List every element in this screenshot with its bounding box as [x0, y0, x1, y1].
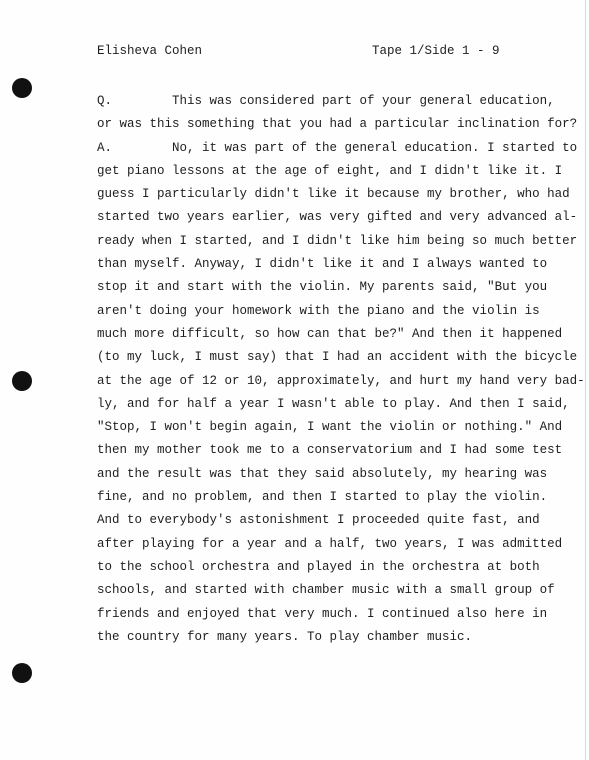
transcript-body: [97, 90, 585, 649]
punch-hole-middle: [12, 371, 32, 391]
transcript-line: friends and enjoyed that very much. I continued also here in: [97, 606, 548, 621]
transcript-line: stop it and start with the violin. My parents said, "But you: [97, 280, 548, 295]
transcript-line: the country for many years. To play chamber music.: [97, 629, 473, 644]
transcript-line: at the age of 12 or 10, approximately, and hurt my hand very bad-: [97, 373, 585, 388]
transcript-line: Q. This was considered part of your general education,: [97, 94, 555, 108]
transcript-line: get piano lessons at the age of eight, and I didn't like it. I: [97, 163, 563, 178]
transcript-line: and the result was that they said absolutely, my hearing was: [97, 466, 548, 481]
punch-hole-top: [12, 78, 32, 98]
punch-hole-bottom: [12, 663, 32, 683]
transcript-line: fine, and no problem, and then I started to play the violin.: [97, 490, 548, 505]
transcript-line: after playing for a year and a half, two years, I was admitted: [97, 536, 563, 551]
transcript-line: And to everybody's astonishment I proceeded quite fast, and: [97, 513, 540, 528]
transcript-line: than myself. Anyway, I didn't like it and I always wanted to: [97, 257, 548, 272]
transcript-line: A. No, it was part of the general education. I started to: [97, 140, 578, 155]
transcript-line: guess I particularly didn't like it because my brother, who had: [97, 187, 570, 202]
transcript-line: then my mother took me to a conservatorium and I had some test: [97, 443, 563, 458]
transcript-line: much more difficult, so how can that be?" And then it happened: [97, 326, 563, 341]
transcript-line: started two years earlier, was very gifted and very advanced al-: [97, 210, 578, 225]
transcript-line: to the school orchestra and played in the orchestra at both: [97, 559, 540, 574]
transcript-line: or was this something that you had a particular inclination for?: [97, 117, 578, 132]
transcript-line: ready when I started, and I didn't like him being so much better: [97, 233, 578, 248]
transcript-line: "Stop, I won't begin again, I want the violin or nothing." And: [97, 420, 563, 435]
page-edge: [585, 0, 586, 760]
tape-page-label: Tape 1/Side 1 - 9: [372, 44, 500, 58]
transcript-line: ly, and for half a year I wasn't able to play. And then I said,: [97, 396, 570, 411]
transcript-line: aren't doing your homework with the piano and the violin is: [97, 303, 540, 318]
transcript-line: (to my luck, I must say) that I had an accident with the bicycle: [97, 350, 578, 365]
transcript-line: schools, and started with chamber music with a small group of: [97, 583, 555, 598]
interviewee-name: Elisheva Cohen: [97, 44, 203, 58]
